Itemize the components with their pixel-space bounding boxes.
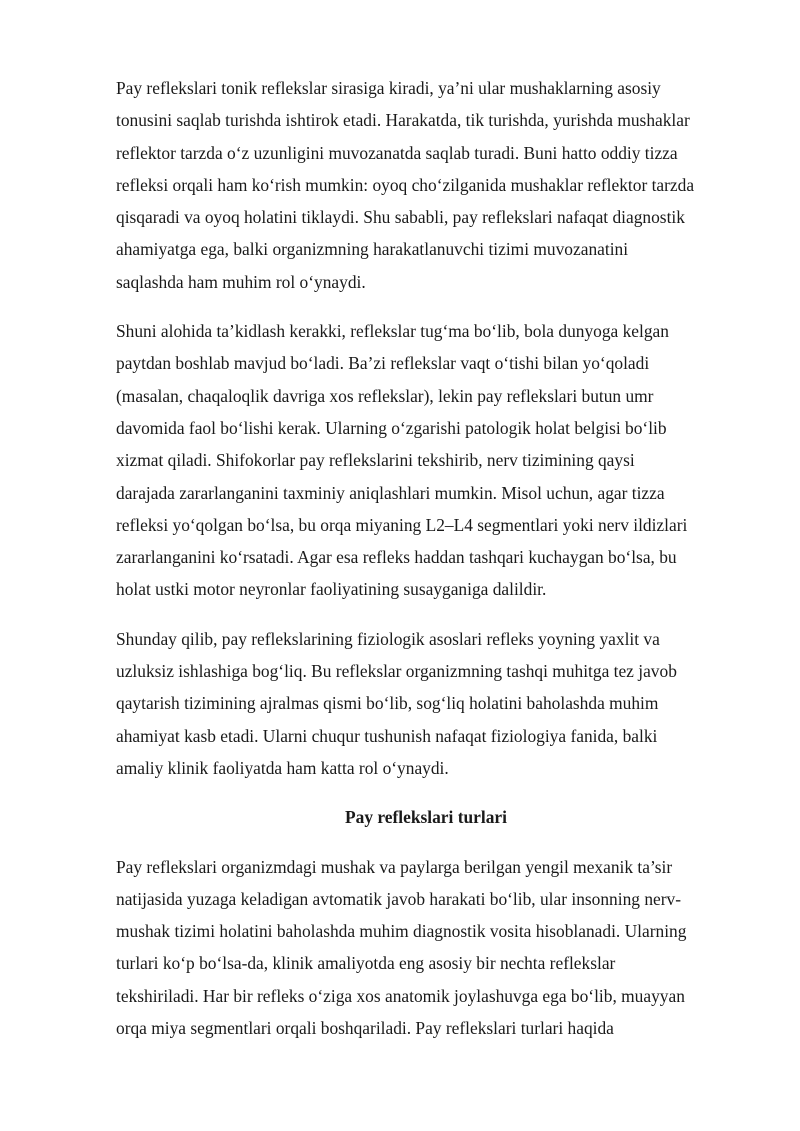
text-line: (masalan, chaqaloqlik davriga xos reflekslar), lekin pay reflekslari butun umr (116, 385, 654, 406)
text-line: saqlashda ham muhim rol o‘ynaydi. (116, 271, 366, 292)
document-page (116, 72, 736, 1061)
text-line: tekshiriladi. Har bir refleks o‘ziga xos anatomik joylashuvga ega bo‘lib, muayyan (116, 985, 685, 1006)
text-line: refleksi orqali ham ko‘rish mumkin: oyoq cho‘zilganida mushaklar reflektor tarzda (116, 174, 695, 195)
paragraph-1 (116, 72, 736, 298)
text-line: Pay reflekslari tonik reflekslar sirasiga kiradi, ya’ni ular mushaklarning asosiy (116, 78, 661, 98)
paragraph-4 (116, 851, 736, 1045)
text-line: ahamiyat kasb etadi. Ularni chuqur tushunish nafaqat fiziologiya fanida, balki (116, 725, 658, 746)
text-line: reflektor tarzda o‘z uzunligini muvozanatda saqlab turadi. Buni hatto oddiy tizza (116, 142, 678, 163)
text-line: darajada zararlanganini taxminiy aniqlashlari mumkin. Misol uchun, agar tizza (116, 482, 665, 503)
text-line: natijasida yuzaga keladigan avtomatik javob harakati bo‘lib, ular insonning nerv- (116, 888, 682, 909)
text-line: qisqaradi va oyoq holatini tiklaydi. Shu sababli, pay reflekslari nafaqat diagnostik (116, 207, 685, 228)
text-line: refleksi yo‘qolgan bo‘lsa, bu orqa miyaning L2–L4 segmentlari yoki nerv ildizlari (116, 514, 688, 535)
text-line: Shuni alohida ta’kidlash kerakki, reflekslar tug‘ma bo‘lib, bola dunyoga kelgan (116, 321, 669, 342)
text-line: orqa miya segmentlari orqali boshqariladi. Pay reflekslari turlari haqida (116, 1018, 614, 1039)
paragraph-2 (116, 315, 736, 606)
text-line: zararlanganini ko‘rsatadi. Agar esa refleks haddan tashqari kuchaygan bo‘lsa, bu (116, 547, 677, 568)
text-line: Pay reflekslari organizmdagi mushak va paylarga berilgan yengil mexanik ta’sir (116, 856, 673, 877)
text-line: ahamiyatga ega, balki organizmning harakatlanuvchi tizimi muvozanatini (116, 239, 629, 260)
text-line: Shunday qilib, pay reflekslarining fiziologik asoslari refleks yoyning yaxlit va (116, 628, 660, 649)
text-line: holat ustki motor neyronlar faoliyatining susayganiga dalildir. (116, 579, 547, 600)
text-line: mushak tizimi holatini baholashda muhim diagnostik vosita hisoblanadi. Ularning (116, 921, 687, 942)
text-line: paytdan boshlab mavjud bo‘ladi. Ba’zi reflekslar vaqt o‘tishi bilan yo‘qoladi (116, 353, 650, 374)
text-line: turlari ko‘p bo‘lsa-da, klinik amaliyotda eng asosiy bir nechta reflekslar (116, 953, 616, 974)
text-line: qaytarish tizimining ajralmas qismi bo‘lib, sog‘liq holatini baholashda muhim (116, 693, 659, 714)
text-line: davomida faol bo‘lishi kerak. Ularning o‘zgarishi patologik holat belgisi bo‘lib (116, 417, 667, 438)
text-line: xizmat qiladi. Shifokorlar pay reflekslarini tekshirib, nerv tizimining qaysi (116, 450, 635, 471)
text-line: amaliy klinik faoliyatda ham katta rol o‘ynaydi. (116, 757, 449, 778)
text-line: uzluksiz ishlashiga bog‘liq. Bu reflekslar organizmning tashqi muhitga tez javob (116, 661, 677, 682)
text-line: tonusini saqlab turishda ishtirok etadi. Harakatda, tik turishda, yurishda mushaklar (116, 110, 690, 131)
section-heading: Pay reflekslari turlari (345, 807, 507, 828)
paragraph-3 (116, 623, 736, 784)
